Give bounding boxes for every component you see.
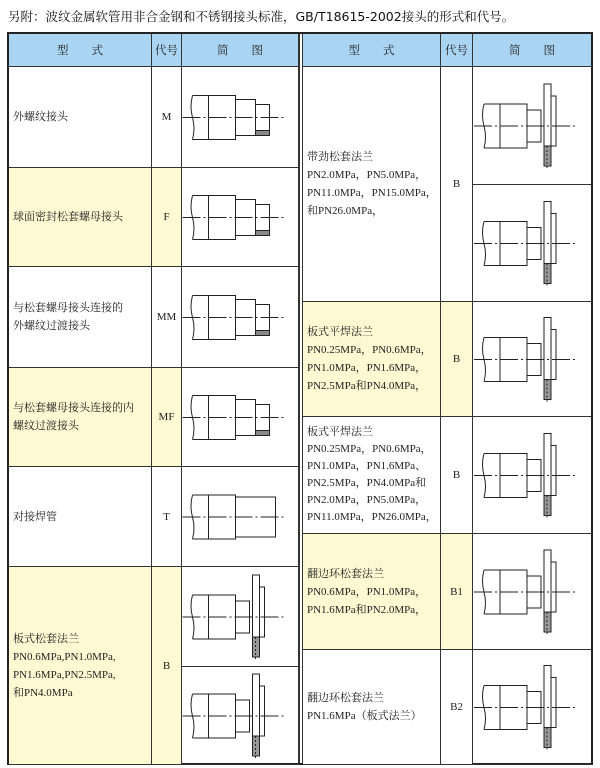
row-type [303,302,441,417]
row-type [303,417,441,534]
header-type-right: 型 式 [303,34,441,67]
header-diagram-right: 简 图 [473,34,591,67]
joint-diagram [473,67,591,185]
joint-diagram [473,417,591,534]
joint-diagram [182,168,299,267]
row-code: MF [152,368,182,467]
type-line: PN2.0MPa，PN5.0MPa， [307,169,427,181]
joint-diagram [182,667,299,765]
type-line: 板式松套法兰 [13,632,79,645]
row-code: B [441,417,473,534]
joint-diagram [182,267,299,368]
type-line: PN1.6MPa（板式法兰） [307,710,422,722]
type-line: PN1.0MPa，PN1.6MPa， [307,362,427,374]
type-line: PN2.0MPa，PN5.0MPa， [307,494,427,506]
row-type [9,368,152,467]
type-line: 与松套螺母接头连接的内 [13,402,134,414]
type-line: 外螺纹接头 [13,111,68,123]
joint-types-table [7,32,593,765]
diagram-cell [473,417,591,534]
joint-diagram [473,534,591,650]
type-line: 翻边环松套法兰 [307,567,384,580]
type-line: 螺纹过渡接头 [13,420,79,432]
type-line: 板式平焊法兰 [307,426,373,438]
type-line: 对接焊管 [13,510,57,523]
diagram-cell [182,368,299,467]
joint-diagram [182,67,299,168]
diagram-cell [473,185,591,302]
type-line: 带劲松套法兰 [307,151,373,163]
row-code: F [152,168,182,267]
diagram-cell [182,467,299,567]
type-line: PN0.6MPa，PN1.0MPa， [307,585,427,598]
row-type [303,534,441,650]
diagram-cell [182,267,299,368]
type-line: PN1.6MPa,PN2.5MPa, [13,668,116,681]
type-line: 翻边环松套法兰 [307,692,384,704]
row-type [9,67,152,168]
diagram-cell [182,667,299,765]
type-line: 板式平焊法兰 [307,326,373,338]
header-code-left: 代号 [152,34,182,67]
header-type-left: 型 式 [9,34,152,67]
type-line: 与松套螺母接头连接的 [13,302,123,314]
row-type [303,67,441,302]
joint-diagram [182,368,299,467]
diagram-cell [182,567,299,667]
row-code: T [152,467,182,567]
type-line: PN11.0MPa，PN15.0MPa， [307,187,437,199]
row-type [9,567,152,765]
row-type [9,168,152,267]
joint-diagram [473,650,591,765]
joint-diagram [473,302,591,417]
type-line: PN0.25MPa，PN0.6MPa， [307,344,432,356]
type-line: PN0.25MPa，PN0.6MPa， [307,443,432,455]
type-line: 外螺纹过渡接头 [13,320,90,332]
row-code: B [152,567,182,765]
type-line: 和PN4.0MPa [13,686,73,699]
type-line: PN11.0MPa，PN26.0MPa， [307,511,437,523]
header-code-right: 代号 [441,34,473,67]
row-type [9,267,152,368]
row-type [303,650,441,765]
type-line: 球面密封松套螺母接头 [13,211,123,223]
joint-diagram [473,185,591,302]
type-line: PN2.5MPa和PN4.0MPa， [307,380,427,392]
row-code: MM [152,267,182,368]
row-code: B1 [441,534,473,650]
joint-diagram [182,467,299,567]
diagram-cell [473,302,591,417]
diagram-cell [473,650,591,765]
joint-diagram [182,567,299,667]
type-line: PN0.6MPa,PN1.0MPa, [13,650,116,663]
row-code: B [441,67,473,302]
type-line: 和PN26.0MPa， [307,205,384,217]
header-diagram-left: 简 图 [182,34,299,67]
type-line: PN1.0MPa，PN1.6MPa、 [307,460,427,472]
row-type [9,467,152,567]
row-code: M [152,67,182,168]
row-code: B2 [441,650,473,765]
diagram-cell [473,67,591,185]
type-line: PN1.6MPa和PN2.0MPa， [307,603,427,616]
page-title: 另附：波纹金属软管用非合金钢和不锈钢接头标准，GB/T18615-2002接头的形式和代号。 [8,9,515,24]
diagram-cell [182,168,299,267]
type-line: PN2.5MPa，PN4.0MPa和 [307,477,427,489]
diagram-cell [473,534,591,650]
diagram-cell [182,67,299,168]
row-code: B [441,302,473,417]
